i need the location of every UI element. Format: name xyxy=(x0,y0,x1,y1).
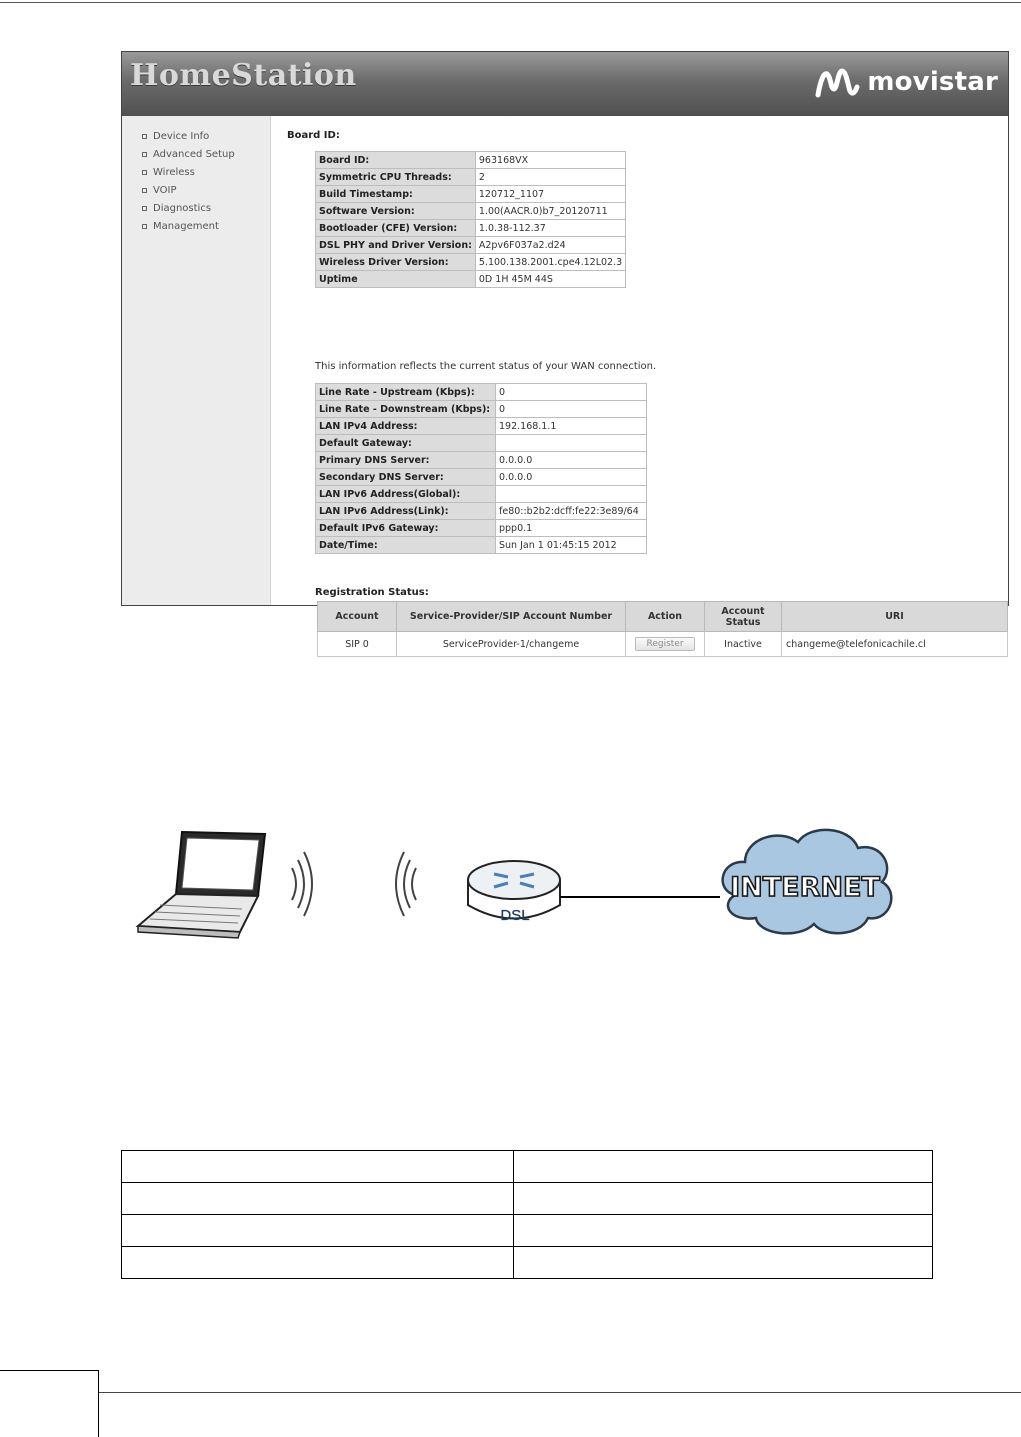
table-row xyxy=(316,384,647,401)
sidebar-item-voip[interactable] xyxy=(142,184,270,202)
table-cell xyxy=(514,1183,933,1215)
bullet-icon xyxy=(142,188,147,193)
table-row xyxy=(316,169,626,186)
header-rule xyxy=(0,2,1021,3)
laptop-icon xyxy=(138,832,265,938)
bullet-icon xyxy=(142,152,147,157)
router-icon xyxy=(468,861,560,924)
primary-dns-label: Primary DNS Server: xyxy=(316,452,496,469)
bullet-icon xyxy=(142,206,147,211)
table-row xyxy=(316,469,647,486)
sidebar-nav xyxy=(122,116,270,238)
board-id-label: Board ID: xyxy=(316,152,476,169)
table-row xyxy=(316,401,647,418)
lan-ipv6-global-label: LAN IPv6 Address(Global): xyxy=(316,486,496,503)
sidebar-item-label: Advanced Setup xyxy=(153,149,235,160)
table-row xyxy=(316,237,626,254)
lan-ipv4-label: LAN IPv4 Address: xyxy=(316,418,496,435)
secondary-dns-value: 0.0.0.0 xyxy=(496,469,647,486)
app-title: HomeStation xyxy=(130,58,357,93)
main-content xyxy=(270,116,1008,650)
register-button[interactable]: Register xyxy=(635,637,694,651)
bullet-icon xyxy=(142,134,147,139)
bullet-icon xyxy=(142,224,147,229)
wireless-signal-right-icon xyxy=(396,852,416,916)
col-uri: URI xyxy=(782,602,1008,632)
table-row xyxy=(316,152,626,169)
table-row xyxy=(316,503,647,520)
primary-dns-value: 0.0.0.0 xyxy=(496,452,647,469)
table-row xyxy=(316,271,626,288)
bootloader-version-label: Bootloader (CFE) Version: xyxy=(316,220,476,237)
lan-ipv6-link-value: fe80::b2b2:dcff:fe22:3e89/64 xyxy=(496,503,647,520)
banner xyxy=(122,52,1008,116)
table-row xyxy=(316,186,626,203)
table-row xyxy=(122,1151,933,1183)
table-cell xyxy=(122,1247,514,1279)
wan-note: This information reflects the current status of your WAN connection. xyxy=(315,361,657,372)
uptime-label: Uptime xyxy=(316,271,476,288)
bootloader-version-value: 1.0.38-112.37 xyxy=(475,220,625,237)
table-cell xyxy=(514,1247,933,1279)
col-action: Action xyxy=(626,602,705,632)
sidebar-item-device-info[interactable] xyxy=(142,130,270,148)
cpu-threads-label: Symmetric CPU Threads: xyxy=(316,169,476,186)
downstream-rate-value: 0 xyxy=(496,401,647,418)
table-row xyxy=(316,537,647,554)
col-account-status: Account Status xyxy=(705,602,782,632)
table-row xyxy=(316,220,626,237)
table-cell xyxy=(514,1215,933,1247)
movistar-m-icon xyxy=(815,65,861,99)
status-cell: Inactive xyxy=(705,632,782,657)
sidebar xyxy=(122,116,271,605)
internet-cloud-icon xyxy=(723,830,892,934)
cpu-threads-value: 2 xyxy=(475,169,625,186)
board-id-value: 963168VX xyxy=(475,152,625,169)
router-screenshot xyxy=(121,51,1009,650)
wireless-driver-version-label: Wireless Driver Version: xyxy=(316,254,476,271)
table-row xyxy=(122,1247,933,1279)
table-row xyxy=(318,632,1008,657)
bullet-icon xyxy=(142,170,147,175)
date-time-value: Sun Jan 1 01:45:15 2012 xyxy=(496,537,647,554)
account-cell: SIP 0 xyxy=(318,632,397,657)
secondary-dns-label: Secondary DNS Server: xyxy=(316,469,496,486)
sidebar-item-wireless[interactable] xyxy=(142,166,270,184)
action-cell xyxy=(626,632,705,657)
registration-heading: Registration Status: xyxy=(315,587,429,598)
sidebar-item-label: Management xyxy=(153,221,219,232)
dsl-phy-version-value: A2pv6F037a2.d24 xyxy=(475,237,625,254)
downstream-rate-label: Line Rate - Downstream (Kbps): xyxy=(316,401,496,418)
lan-ipv6-link-label: LAN IPv6 Address(Link): xyxy=(316,503,496,520)
table-cell xyxy=(122,1151,514,1183)
board-heading: Board ID: xyxy=(287,130,340,141)
wireless-signal-left-icon xyxy=(292,852,312,916)
sidebar-item-diagnostics[interactable] xyxy=(142,202,270,220)
sidebar-item-label: Diagnostics xyxy=(153,203,212,214)
table-row xyxy=(316,435,647,452)
sidebar-item-label: Device Info xyxy=(153,131,210,142)
upstream-rate-value: 0 xyxy=(496,384,647,401)
wireless-driver-version-value: 5.100.138.2001.cpe4.12L02.3 xyxy=(475,254,625,271)
lan-ipv4-value: 192.168.1.1 xyxy=(496,418,647,435)
uri-cell: changeme@telefonicachile.cl xyxy=(782,632,1008,657)
table-row xyxy=(316,520,647,537)
default-ipv6-gateway-label: Default IPv6 Gateway: xyxy=(316,520,496,537)
default-gateway-label: Default Gateway: xyxy=(316,435,496,452)
col-account: Account xyxy=(318,602,397,632)
default-gateway-value xyxy=(496,435,647,452)
software-version-label: Software Version: xyxy=(316,203,476,220)
sidebar-item-label: VOIP xyxy=(153,185,177,196)
brand-logo xyxy=(815,64,998,100)
table-row xyxy=(122,1215,933,1247)
date-time-label: Date/Time: xyxy=(316,537,496,554)
provider-cell: ServiceProvider-1/changeme xyxy=(397,632,626,657)
software-version-value: 1.00(AACR.0)b7_20120711 xyxy=(475,203,625,220)
table-row xyxy=(122,1183,933,1215)
dsl-phy-version-label: DSL PHY and Driver Version: xyxy=(316,237,476,254)
router-label: DSL xyxy=(500,907,530,924)
uptime-value: 0D 1H 45M 44S xyxy=(475,271,625,288)
default-ipv6-gateway-value: ppp0.1 xyxy=(496,520,647,537)
build-timestamp-value: 120712_1107 xyxy=(475,186,625,203)
network-diagram xyxy=(130,820,900,950)
upstream-rate-label: Line Rate - Upstream (Kbps): xyxy=(316,384,496,401)
col-provider: Service-Provider/SIP Account Number xyxy=(397,602,626,632)
table-row xyxy=(316,486,647,503)
brand-name: movistar xyxy=(867,67,998,97)
sidebar-item-advanced-setup[interactable] xyxy=(142,148,270,166)
wan-info-table xyxy=(315,383,647,554)
table-row xyxy=(316,254,626,271)
table-row xyxy=(316,203,626,220)
sidebar-item-label: Wireless xyxy=(153,167,195,178)
sidebar-item-management[interactable] xyxy=(142,220,270,238)
build-timestamp-label: Build Timestamp: xyxy=(316,186,476,203)
table-row xyxy=(316,452,647,469)
table-row xyxy=(316,418,647,435)
blank-table xyxy=(121,1150,933,1279)
lan-ipv6-global-value xyxy=(496,486,647,503)
footer-rule xyxy=(99,1392,1021,1393)
table-header-row xyxy=(318,602,1008,632)
board-info-table xyxy=(315,151,626,288)
registration-table xyxy=(317,601,1008,657)
internet-label: INTERNET xyxy=(730,872,880,903)
table-cell xyxy=(122,1183,514,1215)
page-number-box xyxy=(0,1370,99,1437)
table-cell xyxy=(122,1215,514,1247)
table-cell xyxy=(514,1151,933,1183)
